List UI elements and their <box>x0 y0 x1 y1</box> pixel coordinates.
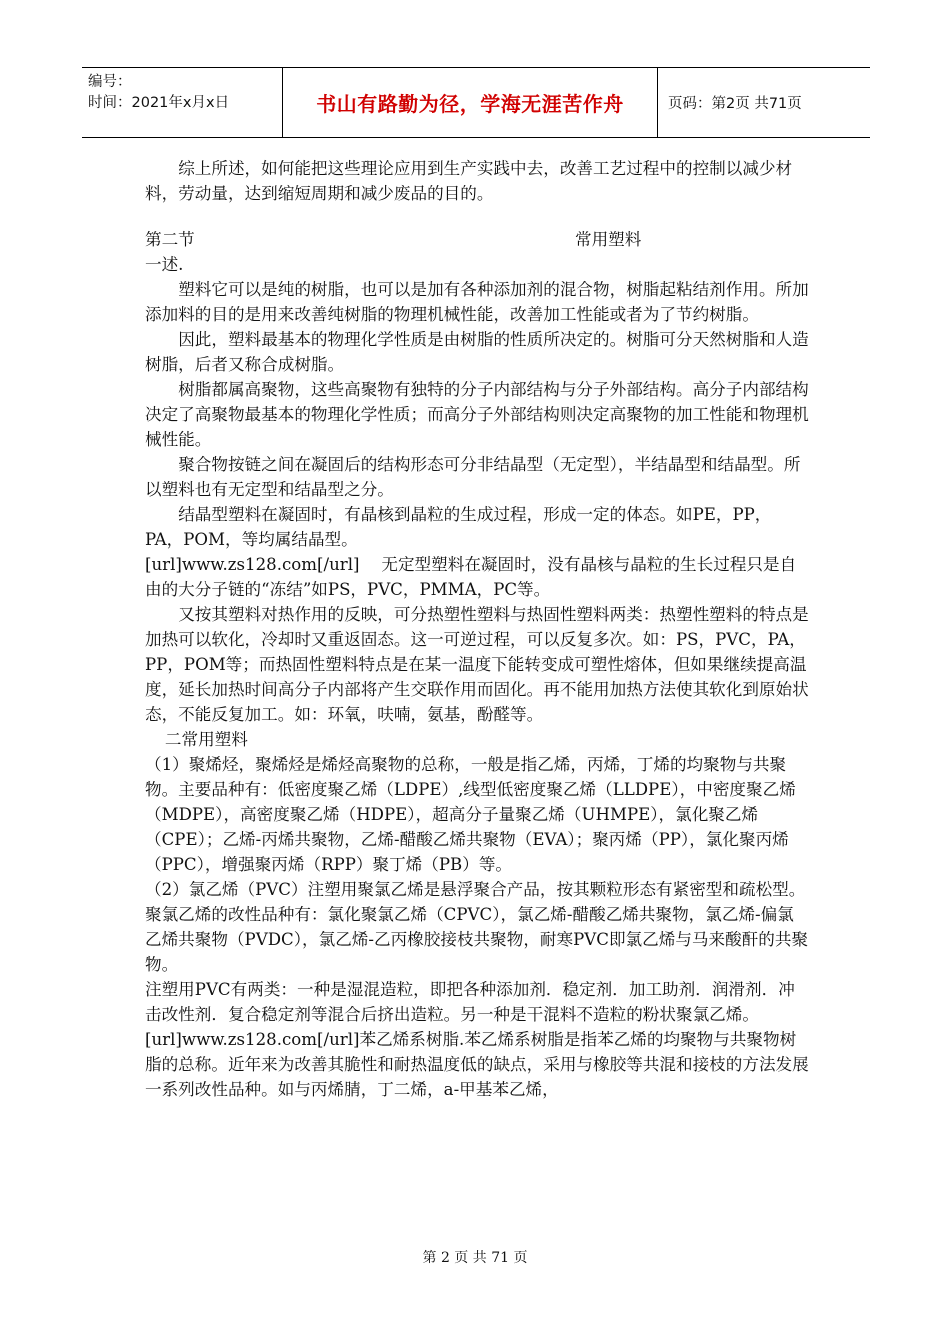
header-info-cell <box>82 68 283 137</box>
header-motto: 书山有路勤为径，学海无涯苦作舟 <box>283 68 658 137</box>
subheading-common-plastics: 二常用塑料 <box>164 730 248 749</box>
paragraph: （2）氯乙烯（PVC）注塑用聚氯乙烯是悬浮聚合产品，按其颗粒形态有紧密型和疏松型。 <box>145 880 806 899</box>
paragraph-summary: 综上所述，如何能把这些理论应用到生产实践中去，改善工艺过程中的控制以减少材料，劳动量，达到缩短周期和减少废品的目的。 <box>145 159 793 203</box>
paragraph: 又按其塑料对热作用的反映，可分热塑性塑料与热固性塑料两类：热塑性塑料的特点是加热可以软化，冷却时又重返固态。这一可逆过程，可以反复多次。如：PS，PVC，PA，PP，POM等；而热固性塑料特点是在某一温度下能转变成可塑性熔体，但如果继续提高温度，延长加热时间高分子内部将产生交联作用而固化。再不能用加热方法使其软化到原始状态，不能反复加工。如：环氧，呋喃，氨基，酚醛等。 <box>145 605 809 724</box>
paragraph: 结晶型塑料在凝固时，有晶核到晶粒的生成过程，形成一定的体态。如PE，PP，PA，POM，等均属结晶型。 <box>145 505 772 549</box>
page-footer: 第 2 页 共 71 页 <box>422 1250 528 1266</box>
paragraph: [url]www.zs128.com[/url]苯乙烯系树脂.苯乙烯系树脂是指苯乙烯的均聚物与共聚物树脂的总称。近年来为改善其脆性和耐热温度低的缺点，采用与橡胶等共混和接枝的方法发展一系列改性品种。如与丙烯腈，丁二烯，a-甲基苯乙烯， <box>145 1030 809 1099</box>
serial-label: 编号： <box>88 74 132 90</box>
paragraph: （1）聚烯烃，聚烯烃是烯烃高聚物的总称，一般是指乙烯，丙烯，丁烯的均聚物与共聚物。主要品种有：低密度聚乙烯（LDPE）,线型低密度聚乙烯（LLDPE），中密度聚乙烯（MDPE），高密度聚乙烯（HDPE），超高分子量聚乙烯（UHMPE），氯化聚乙烯（CPE）；乙烯-丙烯共聚物，乙烯-醋酸乙烯共聚物（EVA）；聚丙烯（PP），氯化聚丙烯（PPC），增强聚丙烯（RPP）聚丁烯（PB）等。 <box>145 755 796 874</box>
header-page-info: 页码：第2页 共71页 <box>668 96 802 112</box>
paragraph: [url]www.zs128.com[/url] 无定型塑料在凝固时，没有晶核与晶粒的生长过程只是自由的大分子链的“冻结”如PS，PVC，PMMA，PC等。 <box>145 555 797 599</box>
document-body <box>145 156 809 1102</box>
paragraph: 聚合物按链之间在凝固后的结构形态可分非结晶型（无定型），半结晶型和结晶型。所以塑料也有无定型和结晶型之分。 <box>145 455 801 499</box>
paragraph: 注塑用PVC有两类：一种是湿混造粒，即把各种添加剂．稳定剂．加工助剂．润滑剂．冲击改性剂．复合稳定剂等混合后挤出造粒。另一种是干混料不造粒的粉状聚氯乙烯。 <box>145 980 795 1024</box>
paragraph: 树脂都属高聚物，这些高聚物有独特的分子内部结构与分子外部结构。高分子内部结构决定了高聚物最基本的物理化学性质；而高分子外部结构则决定高聚物的加工性能和物理机械性能。 <box>145 380 809 449</box>
paragraph: 因此，塑料最基本的物理化学性质是由树脂的性质所决定的。树脂可分天然树脂和人造树脂，后者又称合成树脂。 <box>145 330 809 374</box>
paragraph: 聚氯乙烯的改性品种有：氯化聚氯乙烯（CPVC），氯乙烯-醋酸乙烯共聚物，氯乙烯-偏氯乙烯共聚物（PVDC），氯乙烯-乙丙橡胶接枝共聚物，耐寒PVC即氯乙烯与马来酸酐的共聚物。 <box>145 905 809 974</box>
paragraph: 塑料它可以是纯的树脂，也可以是加有各种添加剂的混合物，树脂起粘结剂作用。所加添加料的目的是用来改善纯树脂的物理机械性能，改善加工性能或者为了节约树脂。 <box>145 280 809 324</box>
section-heading <box>145 227 809 252</box>
section-title: 常用塑料 <box>575 230 642 249</box>
time-label: 时间：2021年x月x日 <box>88 95 230 111</box>
section-number: 第二节 <box>145 230 195 249</box>
page-header <box>82 67 870 138</box>
subheading-overview: 一述. <box>145 255 184 274</box>
